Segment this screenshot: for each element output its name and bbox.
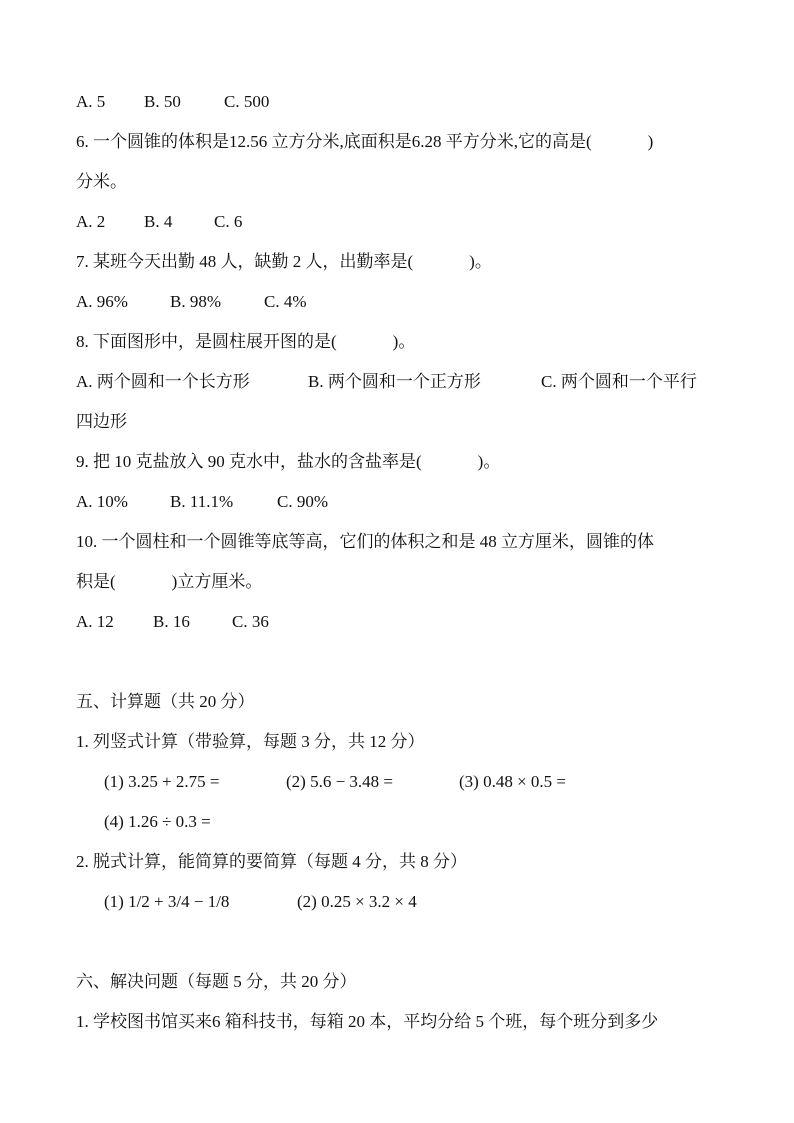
q5-options xyxy=(76,91,269,113)
section-6-q1-text: 1. 学校图书馆买来6 箱科技书，每箱 20 本，平均分给 5 个班，每个班分到多少 xyxy=(76,1012,659,1031)
q6-stem xyxy=(76,131,653,153)
section-5-title: 五、计算题（共 20 分） xyxy=(76,692,255,711)
q9-option-c: C. 90% xyxy=(277,492,328,511)
section-5-q1-items xyxy=(104,771,566,793)
section-6-title: 六、解决问题（每题 5 分，共 20 分） xyxy=(76,972,357,991)
section-5-q2-items xyxy=(104,891,417,913)
q7-text-close: )。 xyxy=(469,252,492,271)
q9-text-close: )。 xyxy=(477,452,501,471)
q9-text: 9. 把 10 克盐放入 90 克水中，盐水的含盐率是( xyxy=(76,452,422,471)
q10-text: 积是( xyxy=(76,572,116,591)
q6-text-close: ) xyxy=(647,132,654,151)
q10-options xyxy=(76,611,269,633)
q5-option-c: C. 500 xyxy=(224,92,270,111)
q8-options xyxy=(76,371,697,393)
q10-option-b: B. 16 xyxy=(153,612,190,631)
q7-stem xyxy=(76,251,492,273)
q7-option-a: A. 96% xyxy=(76,292,128,311)
calc-item-3: (3) 0.48 × 0.5 = xyxy=(459,772,566,791)
section-5-q1-title: 1. 列竖式计算（带验算，每题 3 分，共 12 分） xyxy=(76,732,425,751)
q8-option-a: A. 两个圆和一个长方形 xyxy=(76,372,250,391)
calc-item-2: (2) 5.6 − 3.48 = xyxy=(286,772,393,791)
q10-option-a: A. 12 xyxy=(76,612,114,631)
q8-text: 8. 下面图形中，是圆柱展开图的是( xyxy=(76,332,337,351)
q5-option-b: B. 50 xyxy=(144,92,181,111)
q8-option-c: C. 两个圆和一个平行 xyxy=(541,372,697,391)
q7-option-c: C. 4% xyxy=(264,292,307,311)
q9-option-b: B. 11.1% xyxy=(170,492,234,511)
q6-options xyxy=(76,211,242,233)
simplify-item-1: (1) 1/2 + 3/4 − 1/8 xyxy=(104,892,230,911)
q6-option-a: A. 2 xyxy=(76,212,106,231)
calc-item-4: (4) 1.26 ÷ 0.3 = xyxy=(104,812,211,831)
q7-options xyxy=(76,291,307,313)
q5-option-a: A. 5 xyxy=(76,92,106,111)
q9-options xyxy=(76,491,328,513)
q8-stem xyxy=(76,331,415,353)
q8-option-b: B. 两个圆和一个正方形 xyxy=(308,372,481,391)
q8-option-c-cont: 四边形 xyxy=(76,412,127,431)
q10-option-c: C. 36 xyxy=(232,612,269,631)
section-5-q2-title: 2. 脱式计算，能简算的要简算（每题 4 分，共 8 分） xyxy=(76,852,467,871)
q7-text: 7. 某班今天出勤 48 人，缺勤 2 人，出勤率是( xyxy=(76,252,414,271)
q10-stem-cont xyxy=(76,571,262,593)
q9-stem xyxy=(76,451,500,473)
simplify-item-2: (2) 0.25 × 3.2 × 4 xyxy=(297,892,417,911)
q8-text-close: )。 xyxy=(392,332,416,351)
calc-item-1: (1) 3.25 + 2.75 = xyxy=(104,772,220,791)
q10-text-close: )立方厘米。 xyxy=(171,572,263,591)
q6-stem-cont: 分米。 xyxy=(76,172,127,191)
q10-stem: 10. 一个圆柱和一个圆锥等底等高，它们的体积之和是 48 立方厘米，圆锥的体 xyxy=(76,532,654,551)
q6-text: 6. 一个圆锥的体积是12.56 立方分米,底面积是6.28 平方分米,它的高是( xyxy=(76,132,592,151)
q6-option-c: C. 6 xyxy=(214,212,243,231)
q9-option-a: A. 10% xyxy=(76,492,128,511)
q6-option-b: B. 4 xyxy=(144,212,173,231)
q7-option-b: B. 98% xyxy=(170,292,221,311)
